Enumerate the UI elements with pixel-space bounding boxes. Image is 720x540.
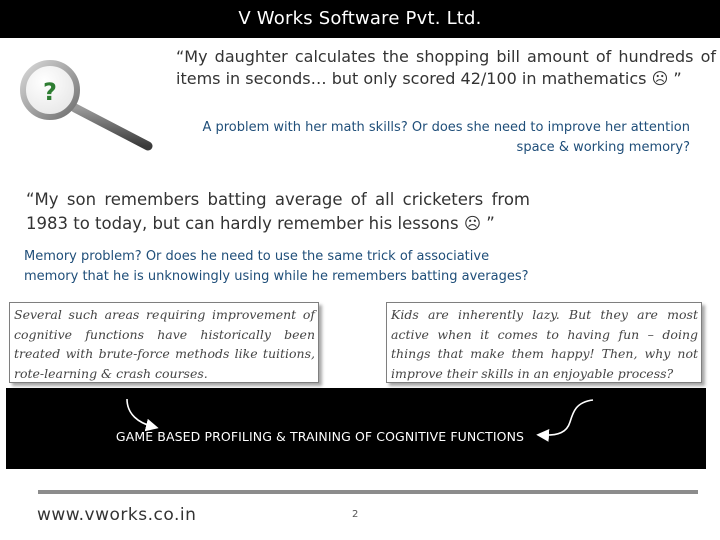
banner-text: GAME BASED PROFILING & TRAINING OF COGNITIVE FUNCTIONS <box>115 429 525 444</box>
left-curved-arrow-icon <box>127 399 154 427</box>
daughter-question: A problem with her math skills? Or does she need to improve her attention space & working memory? <box>202 120 690 155</box>
kids-fun-box: Kids are inherently lazy. But they are most active when it comes to having fun – doing things that make them happy! Then, why not improve their skills in an enjoyable process? <box>386 302 702 383</box>
son-quote-text: “My son remembers batting average of all cricketers from 1983 to today, but can hardly remember his lessons <box>26 190 530 233</box>
daughter-quote <box>176 46 716 90</box>
traditional-methods-box: Several such areas requiring improvement of cognitive functions have historically been treated with brute-force methods like tuitions, rote-learning & crash courses. <box>9 302 319 383</box>
sad-face-icon: ☹ <box>463 214 482 233</box>
daughter-quote-close: ” <box>668 69 682 88</box>
footer-divider <box>38 490 698 494</box>
question-mark-icon: ? <box>43 78 57 106</box>
magnifier-icon <box>20 58 160 158</box>
slide-header <box>0 0 720 38</box>
sad-face-icon: ☹ <box>651 69 669 88</box>
company-title: V Works Software Pvt. Ltd. <box>238 8 482 29</box>
son-quote-close: ” <box>481 214 495 233</box>
daughter-quote-text: “My daughter calculates the shopping bill amount of hundreds of items in seconds… but only scored 42/100 in mathematics <box>176 47 716 88</box>
son-question: Memory problem? Or does he need to use the same trick of associative memory that he is unknowingly using while he remembers batting averages? <box>24 249 529 284</box>
son-quote <box>26 188 530 236</box>
page-number: 2 <box>352 509 359 520</box>
website-url[interactable]: www.vworks.co.in <box>37 505 197 525</box>
banner <box>6 388 706 469</box>
